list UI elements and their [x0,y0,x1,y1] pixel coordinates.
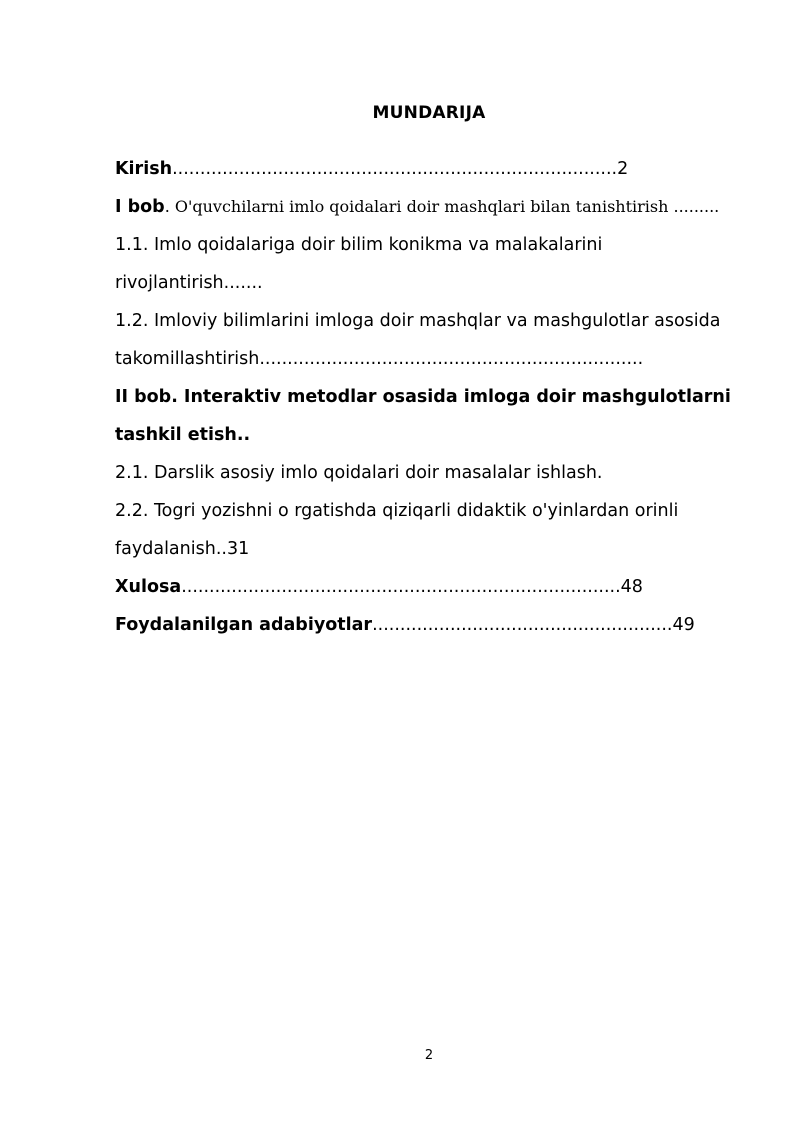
toc-chapter-title: . O'quvchilarni imlo qoidalari doir mashqlari bilan tanishtirish ......... [164,197,720,216]
toc-entry-1-1: 1.1. Imlo qoidalariga doir bilim konikma va malakalarini [115,235,603,255]
toc-entry-1-2: 1.2. Imloviy bilimlarini imloga doir mashqlar va mashgulotlar asosida [115,311,721,331]
toc-entry-label: Xulosa [115,577,182,597]
toc-page-number: 2 [617,159,629,179]
toc-entry-1-2-cont: takomillashtirish..................................................................... [115,349,644,369]
toc-entry-label: Foydalanilgan adabiyotlar [115,615,373,635]
toc-entry-kirish [115,150,735,188]
toc-entry-2-2-cont: faydalanish..31 [115,539,250,559]
toc-chapter-label: I bob [115,197,165,217]
footer-page-number: 2 [424,1048,434,1063]
toc-entry-2-1: 2.1. Darslik asosiy imlo qoidalari doir masalalar ishlash. [115,463,603,483]
toc-entry-chapter-1 [115,188,735,226]
toc-entry-label: Kirish [115,159,173,179]
toc-page-number: 48 [620,577,643,597]
toc-dots: ................................................................................ [172,159,618,179]
toc-entry-chapter-2-cont: tashkil etish.. [115,425,251,445]
toc-entry-adabiyotlar [115,606,735,644]
toc-entry-2-2: 2.2. Togri yozishni o rgatishda qiziqarli didaktik o'yinlardan orinli [115,501,679,521]
table-of-contents [115,150,735,644]
page-title: MUNDARIJA [372,103,486,123]
toc-dots: ............................................................................... [181,577,621,597]
toc-entry-xulosa [115,568,735,606]
toc-entry-1-1-cont: rivojlantirish....... [115,273,263,293]
toc-dots: ...................................................... [372,615,673,635]
toc-entry-chapter-2: II bob. Interaktiv metodlar osasida imloga doir mashgulotlarni [115,387,731,407]
toc-page-number: 49 [672,615,695,635]
